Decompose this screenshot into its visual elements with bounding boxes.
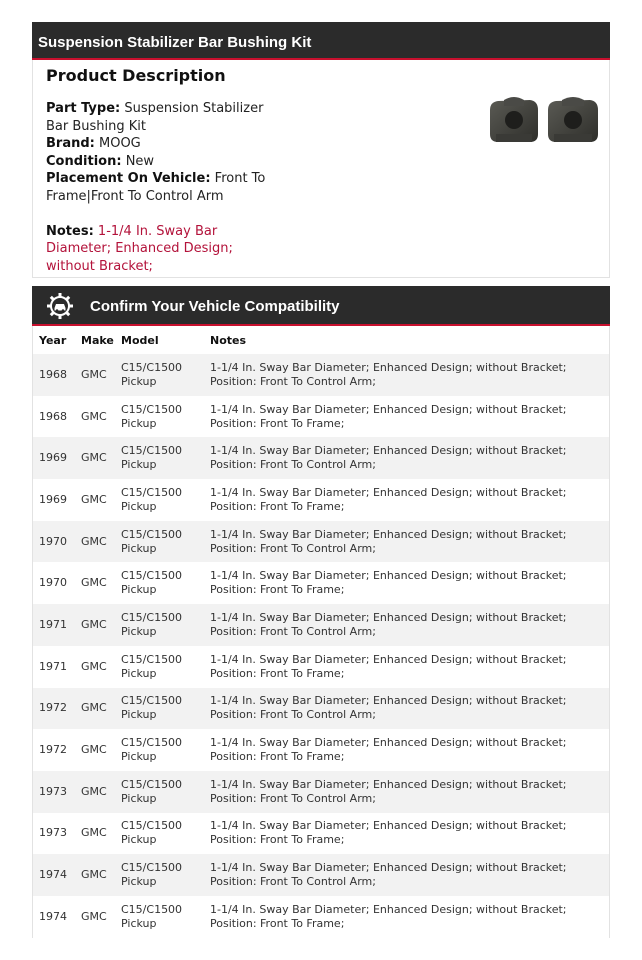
cell-notes: 1-1/4 In. Sway Bar Diameter; Enhanced Design; without Bracket; Position: Front To Frame; <box>210 396 609 438</box>
table-row <box>33 646 609 688</box>
condition-label: Condition: <box>46 153 122 169</box>
cell-year: 1970 <box>33 562 81 604</box>
compatibility-table <box>33 326 609 938</box>
cell-year: 1971 <box>33 646 81 688</box>
cell-model: C15/C1500 Pickup <box>121 688 210 730</box>
bushing-product-image <box>486 96 602 148</box>
cell-make: GMC <box>81 646 121 688</box>
table-row <box>33 396 609 438</box>
cell-make: GMC <box>81 521 121 563</box>
cell-model: C15/C1500 Pickup <box>121 854 210 896</box>
part-type-line <box>46 100 276 135</box>
cell-model: C15/C1500 Pickup <box>121 562 210 604</box>
cell-year: 1974 <box>33 896 81 938</box>
cell-model: C15/C1500 Pickup <box>121 437 210 479</box>
placement-label: Placement On Vehicle: <box>46 171 211 187</box>
cell-make: GMC <box>81 437 121 479</box>
condition-value: New <box>125 153 155 169</box>
bushing-left-icon <box>490 97 538 142</box>
cell-model: C15/C1500 Pickup <box>121 896 210 938</box>
cell-year: 1968 <box>33 354 81 396</box>
brand-value: MOOG <box>99 136 141 152</box>
cell-make: GMC <box>81 354 121 396</box>
cell-make: GMC <box>81 771 121 813</box>
placement-line <box>46 170 276 205</box>
column-header-notes: Notes <box>210 333 247 347</box>
table-row <box>33 479 609 521</box>
cell-year: 1973 <box>33 771 81 813</box>
cell-notes: 1-1/4 In. Sway Bar Diameter; Enhanced Design; without Bracket; Position: Front To Control Arm; <box>210 437 609 479</box>
cell-notes: 1-1/4 In. Sway Bar Diameter; Enhanced Design; without Bracket; Position: Front To Control Arm; <box>210 604 609 646</box>
table-row <box>33 604 609 646</box>
placement-value: Front To Frame|Front To Control Arm <box>46 171 266 204</box>
cell-model: C15/C1500 Pickup <box>121 396 210 438</box>
cell-year: 1972 <box>33 688 81 730</box>
cell-make: GMC <box>81 562 121 604</box>
cell-notes: 1-1/4 In. Sway Bar Diameter; Enhanced Design; without Bracket; Position: Front To Frame; <box>210 562 609 604</box>
cell-year: 1969 <box>33 437 81 479</box>
table-row <box>33 354 609 396</box>
cell-make: GMC <box>81 688 121 730</box>
cell-model: C15/C1500 Pickup <box>121 813 210 855</box>
cell-model: C15/C1500 Pickup <box>121 604 210 646</box>
cell-model: C15/C1500 Pickup <box>121 354 210 396</box>
cell-model: C15/C1500 Pickup <box>121 479 210 521</box>
table-row <box>33 854 609 896</box>
cell-year: 1969 <box>33 479 81 521</box>
product-description-heading: Product Description <box>46 66 226 85</box>
cell-model: C15/C1500 Pickup <box>121 521 210 563</box>
cell-make: GMC <box>81 396 121 438</box>
cell-notes: 1-1/4 In. Sway Bar Diameter; Enhanced Design; without Bracket; Position: Front To Control Arm; <box>210 854 609 896</box>
cell-year: 1974 <box>33 854 81 896</box>
table-row <box>33 562 609 604</box>
cell-make: GMC <box>81 604 121 646</box>
cell-year: 1970 <box>33 521 81 563</box>
table-row <box>33 437 609 479</box>
gear-car-icon <box>46 292 74 320</box>
cell-make: GMC <box>81 813 121 855</box>
part-type-value: Suspension Stabilizer Bar Bushing Kit <box>46 101 264 134</box>
table-row <box>33 896 609 938</box>
table-row <box>33 813 609 855</box>
table-row <box>33 771 609 813</box>
column-header-year: Year <box>39 333 67 347</box>
notes-line <box>46 223 276 276</box>
column-header-make: Make <box>81 333 114 347</box>
cell-model: C15/C1500 Pickup <box>121 646 210 688</box>
cell-model: C15/C1500 Pickup <box>121 771 210 813</box>
bushing-right-icon <box>548 97 598 142</box>
cell-notes: 1-1/4 In. Sway Bar Diameter; Enhanced Design; without Bracket; Position: Front To Frame; <box>210 646 609 688</box>
part-type-label: Part Type: <box>46 101 121 116</box>
cell-notes: 1-1/4 In. Sway Bar Diameter; Enhanced Design; without Bracket; Position: Front To Frame; <box>210 479 609 521</box>
cell-make: GMC <box>81 479 121 521</box>
cell-make: GMC <box>81 896 121 938</box>
compatibility-table-body <box>33 354 609 938</box>
cell-notes: 1-1/4 In. Sway Bar Diameter; Enhanced Design; without Bracket; Position: Front To Control Arm; <box>210 521 609 563</box>
table-row <box>33 688 609 730</box>
cell-notes: 1-1/4 In. Sway Bar Diameter; Enhanced Design; without Bracket; Position: Front To Control Arm; <box>210 771 609 813</box>
compatibility-title-bar <box>32 286 610 326</box>
table-row <box>33 521 609 563</box>
condition-line <box>46 153 276 171</box>
cell-make: GMC <box>81 729 121 771</box>
product-title-bar <box>32 22 610 60</box>
cell-make: GMC <box>81 854 121 896</box>
cell-year: 1971 <box>33 604 81 646</box>
table-header-row <box>33 326 609 354</box>
cell-notes: 1-1/4 In. Sway Bar Diameter; Enhanced Design; without Bracket; Position: Front To Control Arm; <box>210 688 609 730</box>
notes-label: Notes: <box>46 223 94 239</box>
cell-notes: 1-1/4 In. Sway Bar Diameter; Enhanced Design; without Bracket; Position: Front To Frame; <box>210 729 609 771</box>
product-description-body <box>46 100 276 275</box>
cell-notes: 1-1/4 In. Sway Bar Diameter; Enhanced Design; without Bracket; Position: Front To Frame; <box>210 813 609 855</box>
cell-notes: 1-1/4 In. Sway Bar Diameter; Enhanced Design; without Bracket; Position: Front To Frame; <box>210 896 609 938</box>
product-title: Suspension Stabilizer Bar Bushing Kit <box>38 34 312 51</box>
cell-year: 1972 <box>33 729 81 771</box>
compatibility-title: Confirm Your Vehicle Compatibility <box>90 298 340 315</box>
cell-model: C15/C1500 Pickup <box>121 729 210 771</box>
cell-year: 1968 <box>33 396 81 438</box>
cell-notes: 1-1/4 In. Sway Bar Diameter; Enhanced Design; without Bracket; Position: Front To Control Arm; <box>210 354 609 396</box>
cell-year: 1973 <box>33 813 81 855</box>
notes-value: 1-1/4 In. Sway Bar Diameter; Enhanced Design; without Bracket; <box>46 223 233 274</box>
column-header-model: Model <box>121 333 159 347</box>
brand-label: Brand: <box>46 136 95 152</box>
brand-line <box>46 135 276 153</box>
table-row <box>33 729 609 771</box>
